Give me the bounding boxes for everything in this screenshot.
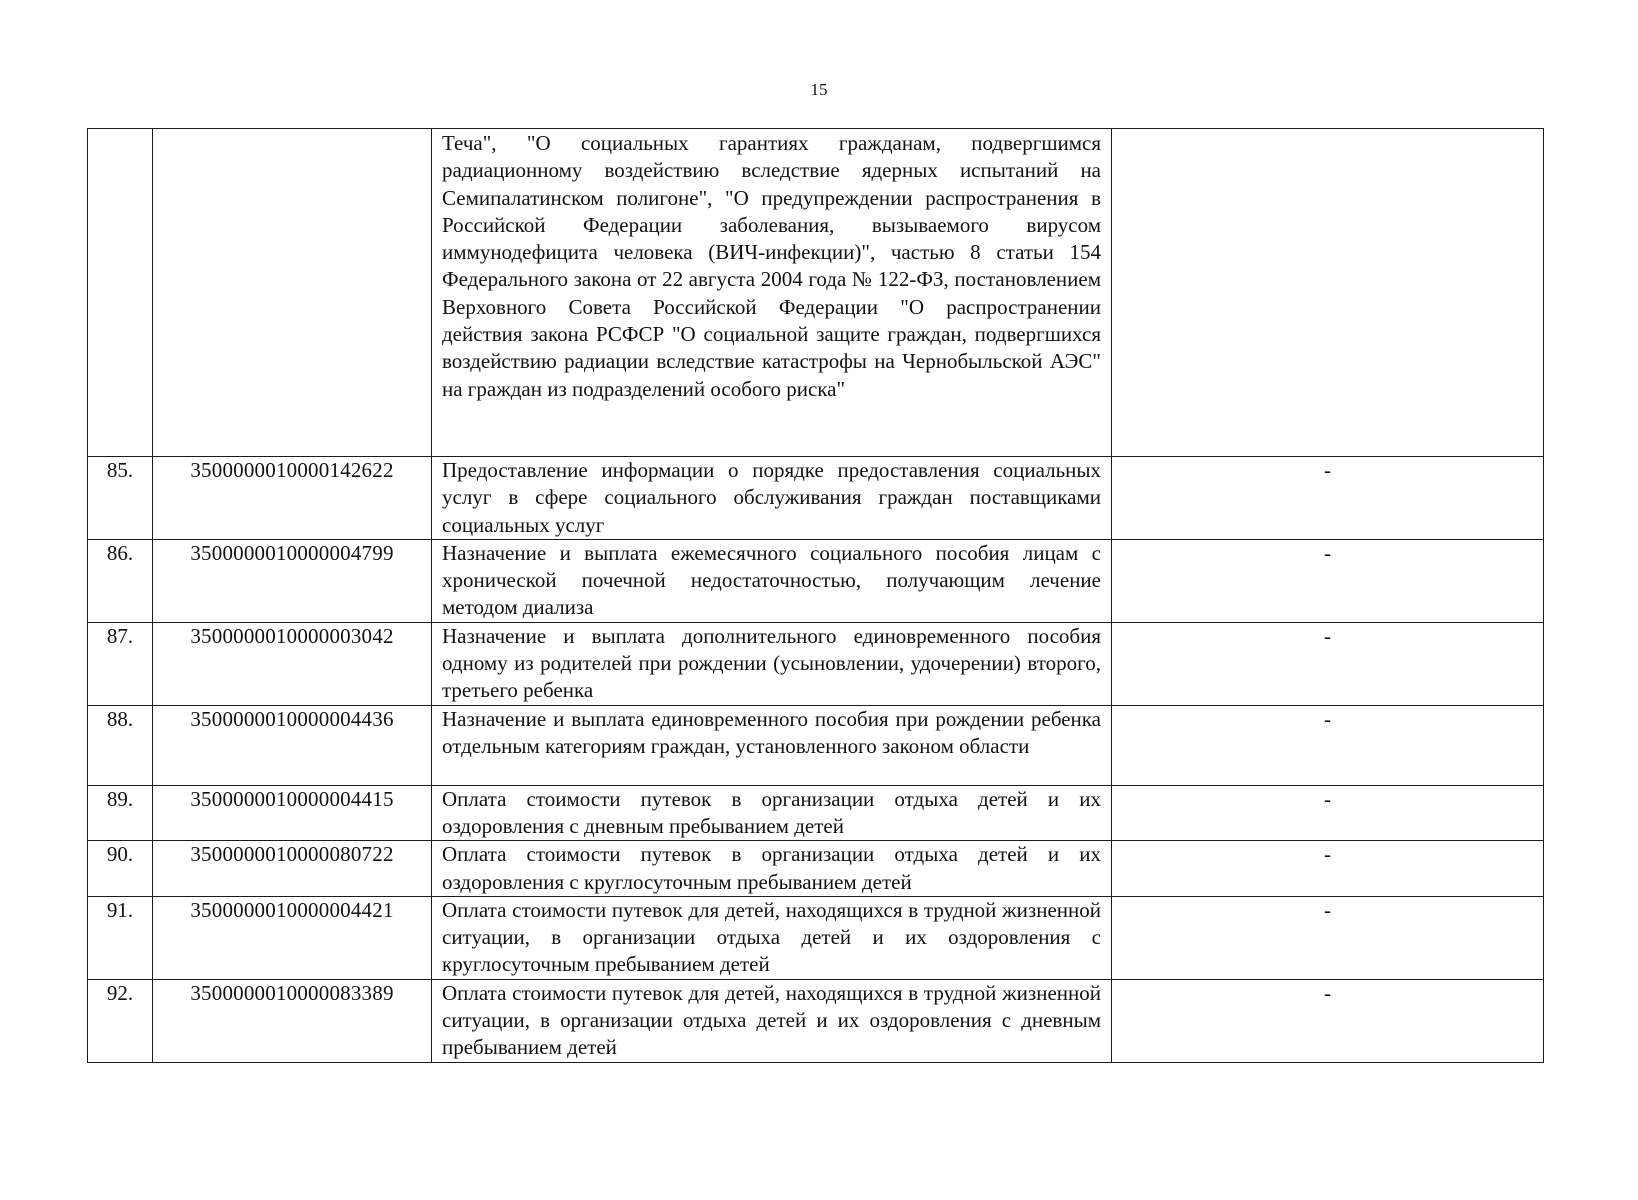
note-cell: - <box>1112 457 1544 540</box>
registry-code-cell: 3500000010000080722 <box>153 841 432 897</box>
note-cell: - <box>1112 622 1544 705</box>
table-row-86 <box>88 539 1544 622</box>
registry-code-cell: 3500000010000004799 <box>153 539 432 622</box>
note-cell: - <box>1112 539 1544 622</box>
table-row-87 <box>88 622 1544 705</box>
registry-code-cell: 3500000010000142622 <box>153 457 432 540</box>
note-cell: - <box>1112 785 1544 841</box>
row-number-cell: 92. <box>88 979 153 1062</box>
registry-code-cell: 3500000010000004436 <box>153 705 432 785</box>
service-name-cell: Назначение и выплата единовременного пособия при рождении ребенка отдельным категориям граждан, установленного законом области <box>432 705 1112 785</box>
row-number-cell <box>88 129 153 457</box>
row-number-cell: 86. <box>88 539 153 622</box>
service-name-cell: Оплата стоимости путевок для детей, находящихся в трудной жизненной ситуации, в организации отдыха детей и их оздоровления с круглосуточным пребыванием детей <box>432 896 1112 979</box>
note-cell <box>1112 129 1544 457</box>
registry-code-cell: 3500000010000004415 <box>153 785 432 841</box>
table-row-88 <box>88 705 1544 785</box>
row-number-cell: 89. <box>88 785 153 841</box>
note-cell: - <box>1112 705 1544 785</box>
note-cell: - <box>1112 979 1544 1062</box>
table-row-91 <box>88 896 1544 979</box>
page-number: 15 <box>810 80 828 99</box>
registry-code-cell: 3500000010000003042 <box>153 622 432 705</box>
table-row-89 <box>88 785 1544 841</box>
row-number-cell: 88. <box>88 705 153 785</box>
service-name-cell: Назначение и выплата дополнительного единовременного пособия одному из родителей при рождении (усыновлении, удочерении) второго, третьего ребенка <box>432 622 1112 705</box>
row-number-cell: 91. <box>88 896 153 979</box>
registry-code-cell <box>153 129 432 457</box>
row-number-cell: 87. <box>88 622 153 705</box>
registry-code-cell: 3500000010000083389 <box>153 979 432 1062</box>
service-name-cell: Оплата стоимости путевок в организации отдыха детей и их оздоровления с дневным пребыванием детей <box>432 785 1112 841</box>
service-name-cell: Назначение и выплата ежемесячного социального пособия лицам с хронической почечной недостаточностью, получающим лечение методом диализа <box>432 539 1112 622</box>
service-name-cell: Оплата стоимости путевок для детей, находящихся в трудной жизненной ситуации, в организации отдыха детей и их оздоровления с дневным пребыванием детей <box>432 979 1112 1062</box>
service-name-cell: Теча", "О социальных гарантиях гражданам, подвергшимся радиационному воздействию вследствие ядерных испытаний на Семипалатинском полигоне", "О предупреждении распространения в Российской Федерации заболевания, вызываемого вирусом иммунодефицита человека (ВИЧ-инфекции)", частью 8 статьи 154 Федерального закона от 22 августа 2004 года № 122-ФЗ, постановлением Верховного Совета Российской Федерации "О распространении действия закона РСФСР "О социальной защите граждан, подвергшихся воздействию радиации вследствие катастрофы на Чернобыльской АЭС" на граждан из подразделений особого риска" <box>432 129 1112 457</box>
service-name-cell: Оплата стоимости путевок в организации отдыха детей и их оздоровления с круглосуточным пребыванием детей <box>432 841 1112 897</box>
row-number-cell: 85. <box>88 457 153 540</box>
table-row-92 <box>88 979 1544 1062</box>
services-registry-table <box>87 128 1544 1063</box>
note-cell: - <box>1112 841 1544 897</box>
service-name-cell: Предоставление информации о порядке предоставления социальных услуг в сфере социального обслуживания граждан поставщиками социальных услуг <box>432 457 1112 540</box>
table-row-85 <box>88 457 1544 540</box>
table-row-continuation <box>88 129 1544 457</box>
table-row-90 <box>88 841 1544 897</box>
row-number-cell: 90. <box>88 841 153 897</box>
registry-code-cell: 3500000010000004421 <box>153 896 432 979</box>
note-cell: - <box>1112 896 1544 979</box>
